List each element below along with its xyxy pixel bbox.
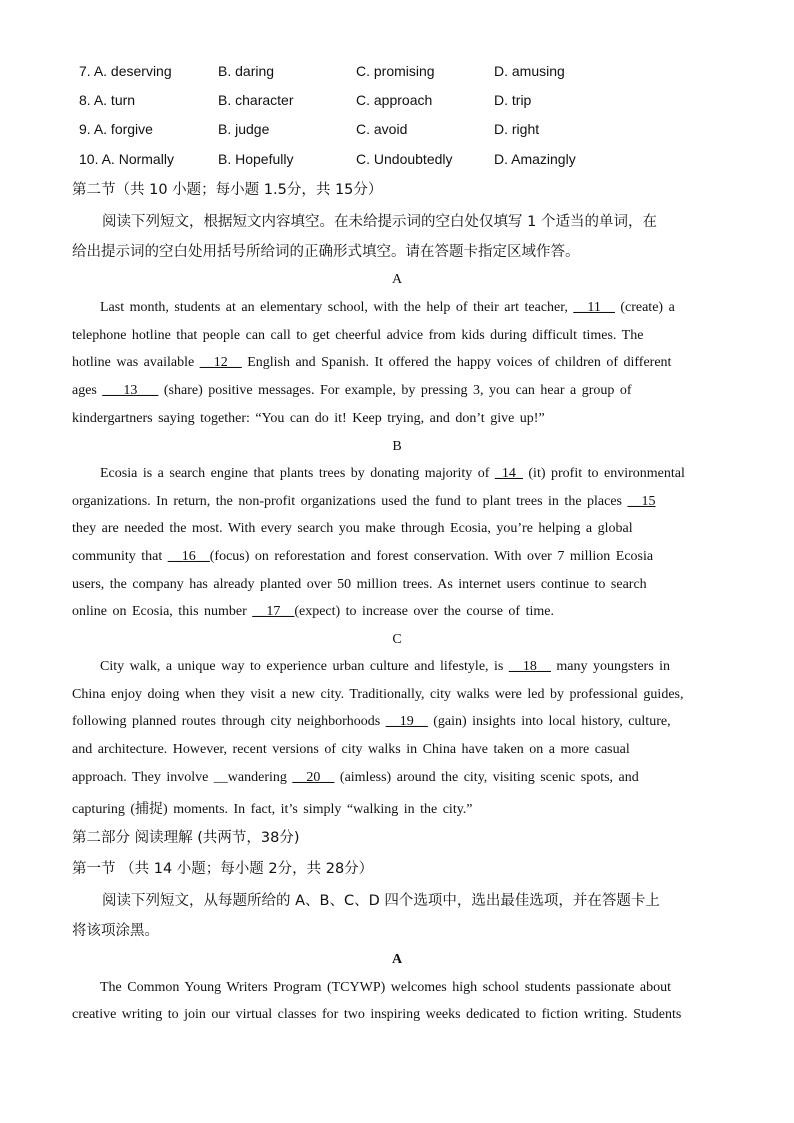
reading-a-label: A [391,952,403,967]
blank-18: __18__ [508,659,551,674]
text: Ecosia is a search engine that plants trees by donating majority of [100,466,495,481]
option-row-8 [0,92,794,116]
text: organizations. In return, the non-profit organizations used the fund to plant trees in the places [72,494,628,509]
blank-20: __20__ [292,770,335,785]
option-8-d: D. trip [494,92,532,108]
option-8-b: B. character [218,92,294,108]
section2-instruction-line2: 给出提示词的空白处用括号所给词的正确形式填空。请在答题卡指定区域作答。 [72,244,580,260]
reading-a-line2: creative writing to join our virtual classes for two inspiring weeks dedicated to fiction writing. Students [72,1007,682,1022]
text: English and Spanish. It offered the happy voices of children of different [241,355,672,370]
passage-a-line2: telephone hotline that people can call to get cheerful advice from kids during difficult times. The [72,328,644,343]
option-row-7 [0,63,794,87]
text: approach. They involve __wandering [72,770,293,785]
passage-c-line1 [100,659,722,675]
text: (create) a [614,300,675,315]
question-number: 9. [79,121,91,137]
blank-15: __15 [627,494,656,509]
passage-b-line1 [100,466,722,482]
option-row-10 [0,151,794,175]
blank-16: __16__ [167,549,210,564]
text: following planned routes through city neighborhoods [72,714,386,729]
passage-c-line4: and architecture. However, recent versions of city walks in China have taken on a more casual [72,742,630,757]
text: (focus) on reforestation and forest conservation. With over 7 million Ecosia [209,549,654,564]
section2-heading: 第二节（共 10 小题；每小题 1.5分，共 15分） [72,182,383,198]
question-number: 8. [79,92,91,108]
option-7-a [79,63,172,79]
text: Last month, students at an elementary school, with the help of their art teacher, [100,300,574,315]
choice-a: A. turn [93,92,136,108]
passage-b-line4 [72,549,722,565]
question-number: 7. [79,63,91,79]
passage-a-line4 [72,383,722,399]
option-7-d: D. amusing [494,63,565,79]
passage-b-line3: they are needed the most. With every search you make through Ecosia, you’re helping a global [72,521,633,536]
text: (expect) to increase over the course of time. [294,604,554,619]
text: (gain) insights into local history, culture, [427,714,671,729]
section2-instruction-line1: 阅读下列短文，根据短文内容填空。在未给提示词的空白处仅填写 1 个适当的单词，在 [102,214,657,230]
blank-17: __17__ [252,604,295,619]
passage-b-line6 [72,604,722,620]
option-9-b: B. judge [218,121,270,137]
option-8-c: C. approach [356,92,433,108]
option-10-d: D. Amazingly [494,151,576,167]
passage-a-line3 [72,355,722,371]
passage-a-line1 [100,300,722,316]
choice-a: A. deserving [93,63,172,79]
option-10-c: C. Undoubtedly [356,151,453,167]
text: (share) positive messages. For example, by pressing 3, you can hear a group of [158,383,632,398]
option-8-a [79,92,135,108]
text: (it) profit to environmental [522,466,685,481]
blank-12: __12__ [199,355,242,370]
text: City walk, a unique way to experience urban culture and lifestyle, is [100,659,509,674]
passage-a-line5: kindergartners saying together: “You can do it! Keep trying, and don’t give up!” [72,411,545,426]
blank-14: _14_ [494,466,523,481]
option-7-c: C. promising [356,63,435,79]
blank-13: ___13___ [102,383,159,398]
blank-11: __11__ [573,300,615,315]
part2-instruction-line2: 将该项涂黑。 [72,923,159,939]
text: hotline was available [72,355,200,370]
reading-a-line1: The Common Young Writers Program (TCYWP) welcomes high school students passionate about [100,980,672,995]
text: ages [72,383,103,398]
text: (aimless) around the city, visiting scenic spots, and [334,770,639,785]
passage-b-line2 [72,494,722,510]
blank-19: __19__ [385,714,428,729]
option-9-c: C. avoid [356,121,408,137]
question-number: 10. [79,151,99,167]
passage-c-line6: capturing (捕捉) moments. In fact, it’s simply “walking in the city.” [72,802,473,817]
passage-a-label: A [391,272,403,287]
text: community that [72,549,168,564]
option-9-a [79,121,153,137]
passage-c-line3 [72,714,722,730]
part2-subheading: 第一节 （共 14 小题；每小题 2分，共 28分） [72,861,374,877]
part2-heading: 第二部分 阅读理解 (共两节，38分) [72,830,300,846]
passage-b-line5: users, the company has already planted over 50 million trees. As internet users continue to search [72,577,647,592]
passage-c-label: C [392,632,402,647]
passage-c-line2: China enjoy doing when they visit a new city. Traditionally, city walks were led by professional guides, [72,687,684,702]
option-row-9 [0,121,794,145]
choice-a: A. forgive [93,121,153,137]
option-10-b: B. Hopefully [218,151,294,167]
passage-c-line5 [72,770,722,786]
option-10-a [79,151,174,167]
choice-a: A. Normally [101,151,174,167]
option-7-b: B. daring [218,63,275,79]
text: online on Ecosia, this number [72,604,253,619]
part2-instruction-line1: 阅读下列短文，从每题所给的 A、B、C、D 四个选项中，选出最佳选项，并在答题卡上 [102,893,660,909]
text: many youngsters in [550,659,671,674]
option-9-d: D. right [494,121,540,137]
passage-b-label: B [392,439,402,454]
